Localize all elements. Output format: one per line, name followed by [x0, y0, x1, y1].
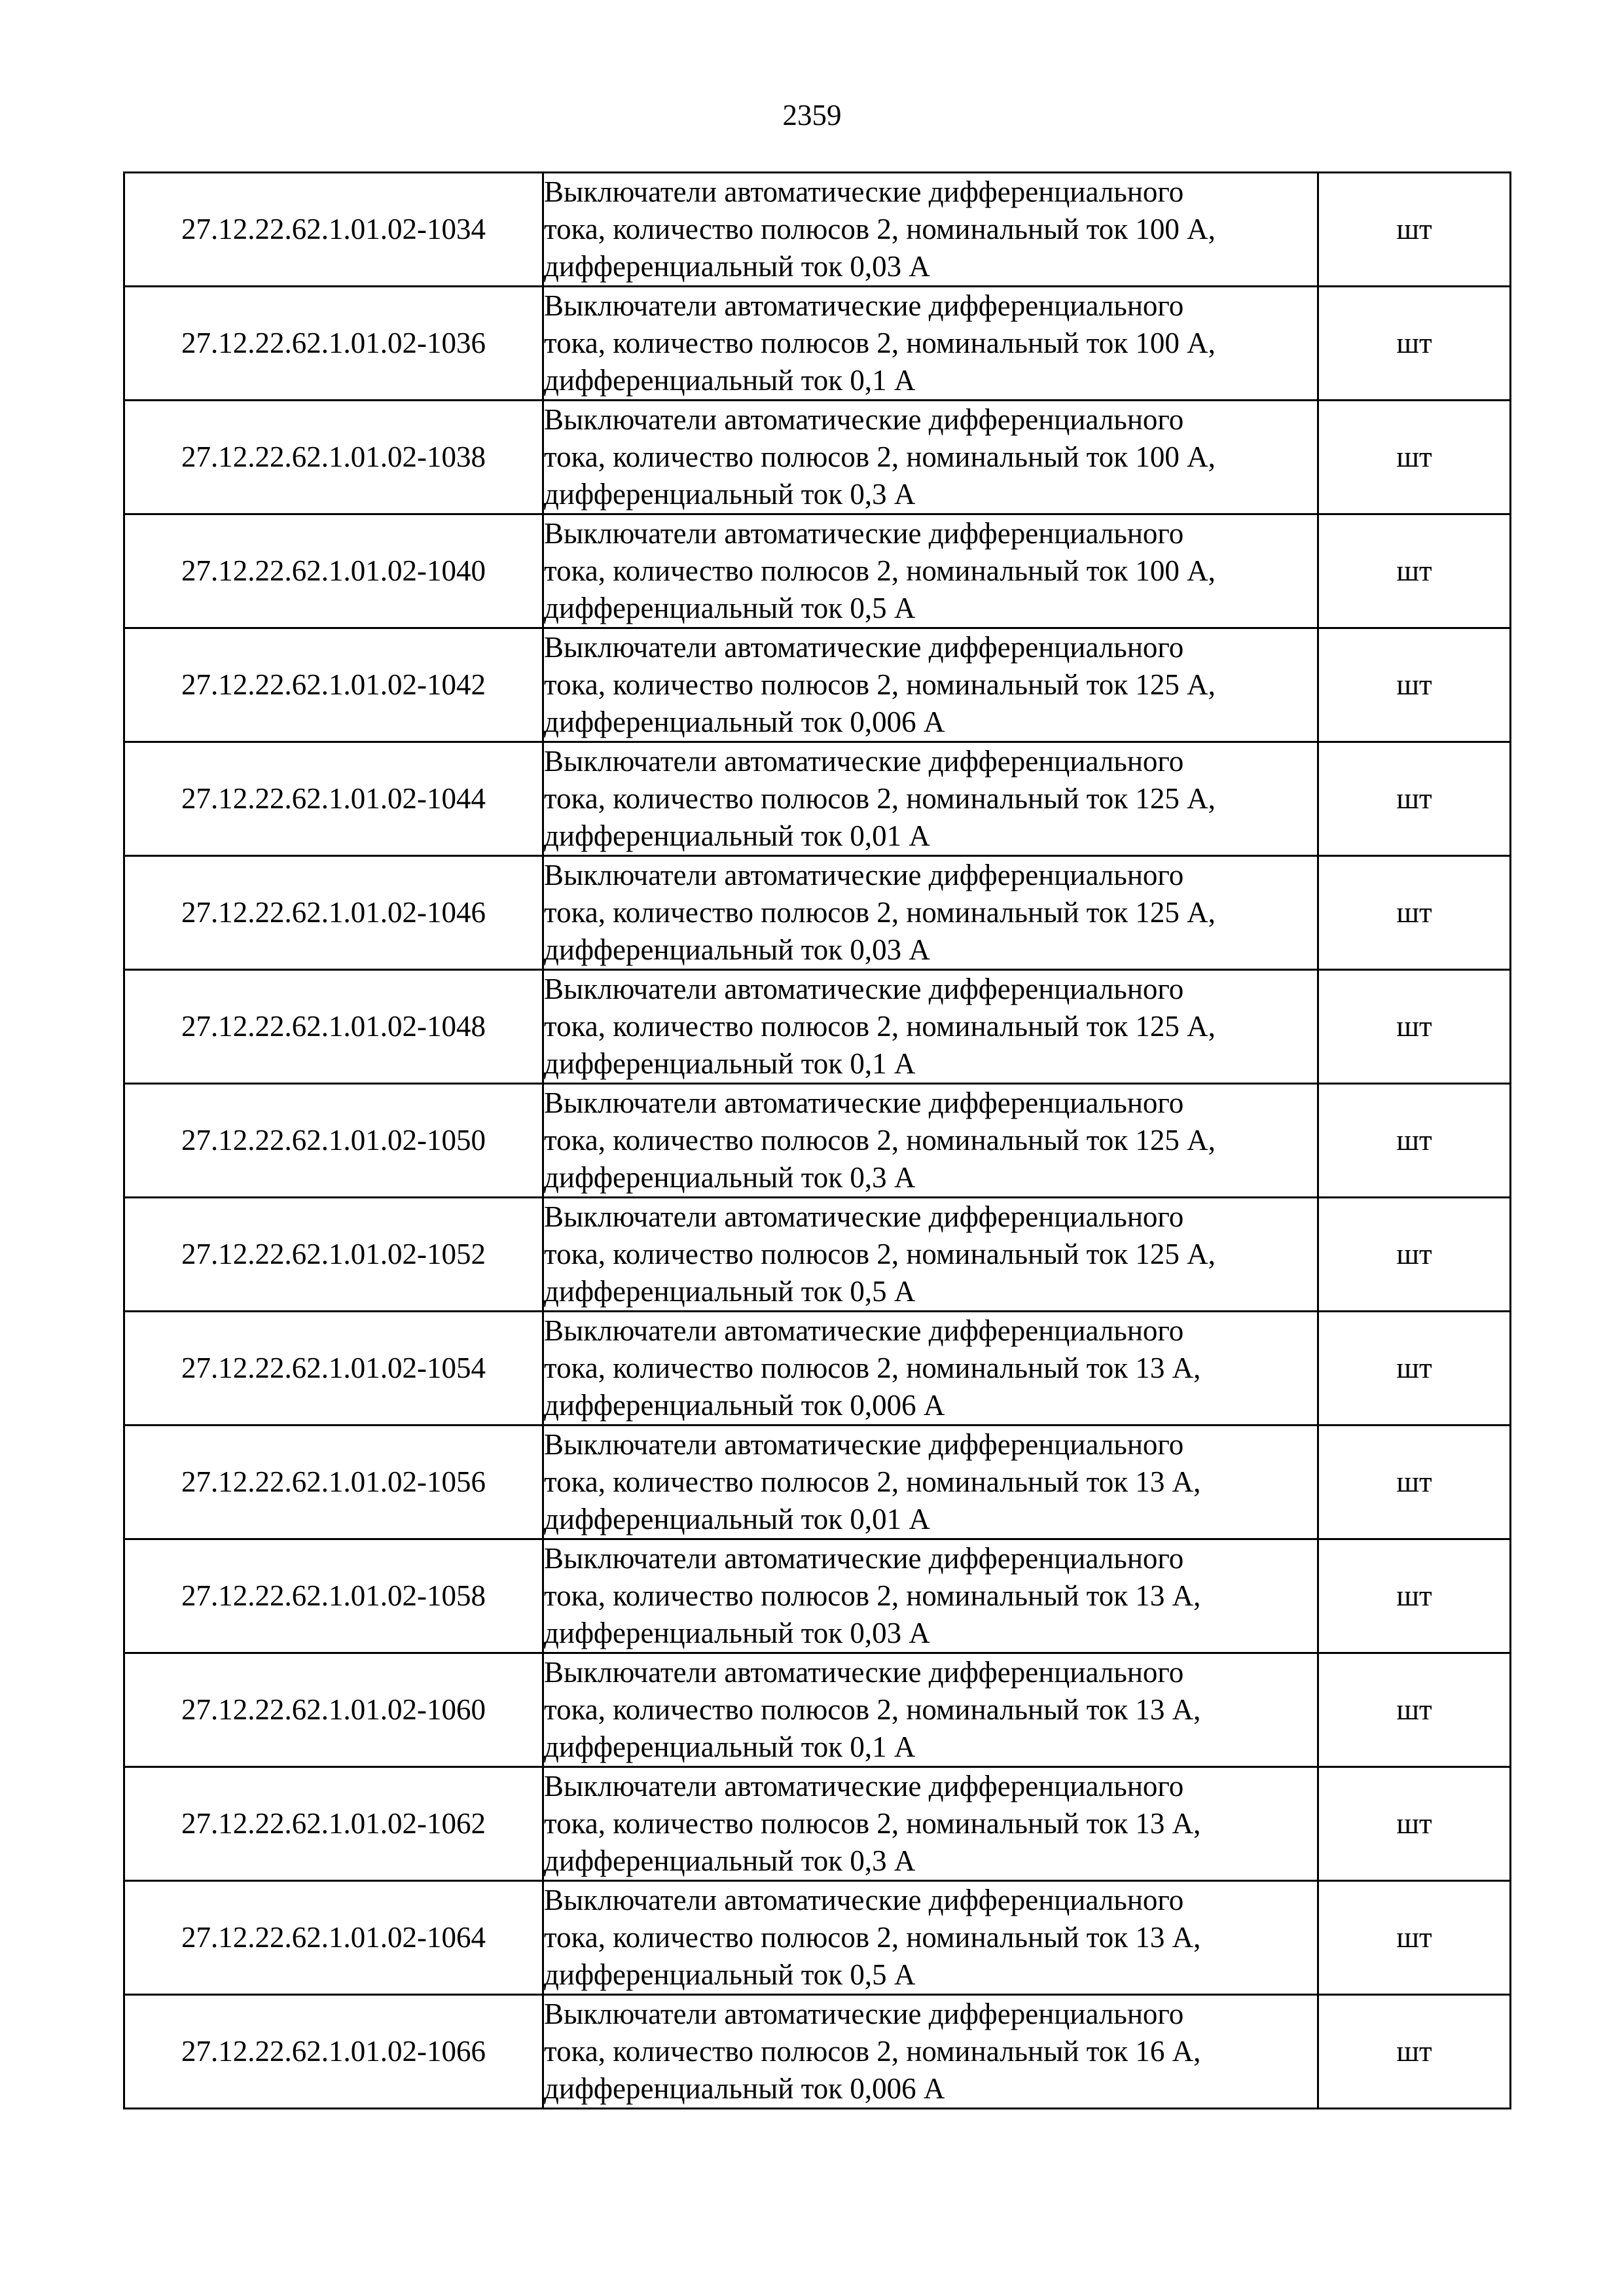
resource-code: 27.12.22.62.1.01.02-1052	[124, 1198, 543, 1312]
unit-of-measure: шт	[1318, 1084, 1511, 1198]
description-line: Выключатели автоматические дифференциального	[544, 1200, 1184, 1233]
description-line: дифференциальный ток 0,1 А	[544, 364, 916, 397]
description-line: дифференциальный ток 0,3 А	[544, 478, 916, 511]
resource-code: 27.12.22.62.1.01.02-1040	[124, 514, 543, 628]
description-line: тока, количество полюсов 2, номинальный ток 125 А,	[544, 1124, 1216, 1157]
description-line: Выключатели автоматические дифференциального	[544, 859, 1184, 891]
resource-description	[543, 856, 1318, 970]
description-line: дифференциальный ток 0,03 А	[544, 1617, 930, 1649]
resource-code: 27.12.22.62.1.01.02-1042	[124, 628, 543, 742]
unit-of-measure: шт	[1318, 401, 1511, 514]
table-row	[124, 970, 1511, 1084]
unit-of-measure: шт	[1318, 1881, 1511, 1995]
description-line: тока, количество полюсов 2, номинальный ток 100 А,	[544, 440, 1216, 473]
table-row	[124, 1653, 1511, 1767]
table-row	[124, 1198, 1511, 1312]
resource-description	[543, 1767, 1318, 1881]
description-line: тока, количество полюсов 2, номинальный ток 13 А,	[544, 1352, 1201, 1384]
unit-of-measure: шт	[1318, 628, 1511, 742]
table-row	[124, 1767, 1511, 1881]
description-line: Выключатели автоматические дифференциального	[544, 973, 1184, 1005]
description-line: Выключатели автоматические дифференциального	[544, 1542, 1184, 1575]
table-row	[124, 1995, 1511, 2109]
description-line: Выключатели автоматические дифференциального	[544, 289, 1184, 322]
table-row	[124, 628, 1511, 742]
resource-code: 27.12.22.62.1.01.02-1062	[124, 1767, 543, 1881]
resource-code: 27.12.22.62.1.01.02-1058	[124, 1539, 543, 1653]
table-row	[124, 173, 1511, 287]
description-line: тока, количество полюсов 2, номинальный ток 100 А,	[544, 213, 1216, 245]
description-line: Выключатели автоматические дифференциального	[544, 631, 1184, 664]
description-line: Выключатели автоматические дифференциального	[544, 1998, 1184, 2030]
resource-description	[543, 401, 1318, 514]
description-line: Выключатели автоматические дифференциального	[544, 175, 1184, 208]
description-line: тока, количество полюсов 2, номинальный ток 125 А,	[544, 1010, 1216, 1043]
resource-description	[543, 287, 1318, 401]
unit-of-measure: шт	[1318, 514, 1511, 628]
description-line: Выключатели автоматические дифференциального	[544, 403, 1184, 436]
description-line: дифференциальный ток 0,5 А	[544, 1275, 916, 1308]
table-row	[124, 514, 1511, 628]
resource-description	[543, 742, 1318, 856]
description-line: дифференциальный ток 0,03 А	[544, 933, 930, 966]
resource-description	[543, 970, 1318, 1084]
unit-of-measure: шт	[1318, 173, 1511, 287]
resource-code: 27.12.22.62.1.01.02-1036	[124, 287, 543, 401]
table-row	[124, 742, 1511, 856]
description-line: дифференциальный ток 0,3 А	[544, 1161, 916, 1194]
description-line: дифференциальный ток 0,006 А	[544, 2072, 945, 2105]
unit-of-measure: шт	[1318, 1198, 1511, 1312]
description-line: дифференциальный ток 0,1 А	[544, 1047, 916, 1080]
page-number: 2359	[782, 99, 842, 132]
unit-of-measure: шт	[1318, 1426, 1511, 1539]
unit-of-measure: шт	[1318, 1767, 1511, 1881]
description-line: дифференциальный ток 0,5 А	[544, 1958, 916, 1991]
description-line: Выключатели автоматические дифференциального	[544, 1314, 1184, 1347]
description-line: тока, количество полюсов 2, номинальный ток 100 А,	[544, 554, 1216, 587]
resource-code: 27.12.22.62.1.01.02-1050	[124, 1084, 543, 1198]
resource-description	[543, 1084, 1318, 1198]
description-line: дифференциальный ток 0,03 А	[544, 250, 930, 283]
resource-description	[543, 1653, 1318, 1767]
description-line: тока, количество полюсов 2, номинальный ток 13 А,	[544, 1693, 1201, 1726]
description-line: дифференциальный ток 0,01 А	[544, 1503, 930, 1535]
unit-of-measure: шт	[1318, 1312, 1511, 1426]
description-line: дифференциальный ток 0,1 А	[544, 1731, 916, 1763]
description-line: Выключатели автоматические дифференциального	[544, 1656, 1184, 1689]
description-line: тока, количество полюсов 2, номинальный ток 13 А,	[544, 1921, 1201, 1954]
resource-code: 27.12.22.62.1.01.02-1064	[124, 1881, 543, 1995]
description-line: дифференциальный ток 0,3 А	[544, 1844, 916, 1877]
table-row	[124, 1312, 1511, 1426]
description-line: Выключатели автоматические дифференциального	[544, 1770, 1184, 1803]
table-row	[124, 401, 1511, 514]
table-row	[124, 1881, 1511, 1995]
description-line: тока, количество полюсов 2, номинальный ток 125 А,	[544, 668, 1216, 701]
resource-code: 27.12.22.62.1.01.02-1066	[124, 1995, 543, 2109]
resource-table	[123, 171, 1511, 2109]
description-line: Выключатели автоматические дифференциального	[544, 517, 1184, 550]
description-line: тока, количество полюсов 2, номинальный ток 125 А,	[544, 896, 1216, 929]
resource-description	[543, 628, 1318, 742]
resource-code: 27.12.22.62.1.01.02-1054	[124, 1312, 543, 1426]
description-line: тока, количество полюсов 2, номинальный ток 16 А,	[544, 2035, 1201, 2068]
unit-of-measure: шт	[1318, 287, 1511, 401]
table-row	[124, 1084, 1511, 1198]
unit-of-measure: шт	[1318, 856, 1511, 970]
resource-description	[543, 1539, 1318, 1653]
resource-code: 27.12.22.62.1.01.02-1060	[124, 1653, 543, 1767]
resource-description	[543, 1312, 1318, 1426]
unit-of-measure: шт	[1318, 1995, 1511, 2109]
unit-of-measure: шт	[1318, 970, 1511, 1084]
description-line: тока, количество полюсов 2, номинальный ток 13 А,	[544, 1807, 1201, 1840]
description-line: дифференциальный ток 0,006 А	[544, 1389, 945, 1422]
table-row	[124, 1539, 1511, 1653]
table-row	[124, 287, 1511, 401]
description-line: дифференциальный ток 0,5 А	[544, 592, 916, 624]
unit-of-measure: шт	[1318, 1653, 1511, 1767]
unit-of-measure: шт	[1318, 742, 1511, 856]
unit-of-measure: шт	[1318, 1539, 1511, 1653]
description-line: Выключатели автоматические дифференциального	[544, 745, 1184, 778]
description-line: тока, количество полюсов 2, номинальный ток 125 А,	[544, 1238, 1216, 1270]
resource-description	[543, 514, 1318, 628]
resource-description	[543, 1198, 1318, 1312]
description-line: тока, количество полюсов 2, номинальный ток 100 А,	[544, 327, 1216, 359]
resource-code: 27.12.22.62.1.01.02-1044	[124, 742, 543, 856]
resource-code: 27.12.22.62.1.01.02-1056	[124, 1426, 543, 1539]
resource-code: 27.12.22.62.1.01.02-1046	[124, 856, 543, 970]
description-line: тока, количество полюсов 2, номинальный ток 125 А,	[544, 782, 1216, 815]
resource-code: 27.12.22.62.1.01.02-1038	[124, 401, 543, 514]
resource-description	[543, 1426, 1318, 1539]
resource-description	[543, 173, 1318, 287]
resource-code: 27.12.22.62.1.01.02-1048	[124, 970, 543, 1084]
table-row	[124, 1426, 1511, 1539]
description-line: тока, количество полюсов 2, номинальный ток 13 А,	[544, 1579, 1201, 1612]
description-line: Выключатели автоматические дифференциального	[544, 1086, 1184, 1119]
description-line: Выключатели автоматические дифференциального	[544, 1884, 1184, 1916]
description-line: дифференциальный ток 0,006 А	[544, 706, 945, 738]
resource-description	[543, 1995, 1318, 2109]
resource-description	[543, 1881, 1318, 1995]
description-line: дифференциальный ток 0,01 А	[544, 819, 930, 852]
resource-code: 27.12.22.62.1.01.02-1034	[124, 173, 543, 287]
description-line: тока, количество полюсов 2, номинальный ток 13 А,	[544, 1465, 1201, 1498]
description-line: Выключатели автоматические дифференциального	[544, 1428, 1184, 1461]
table-row	[124, 856, 1511, 970]
